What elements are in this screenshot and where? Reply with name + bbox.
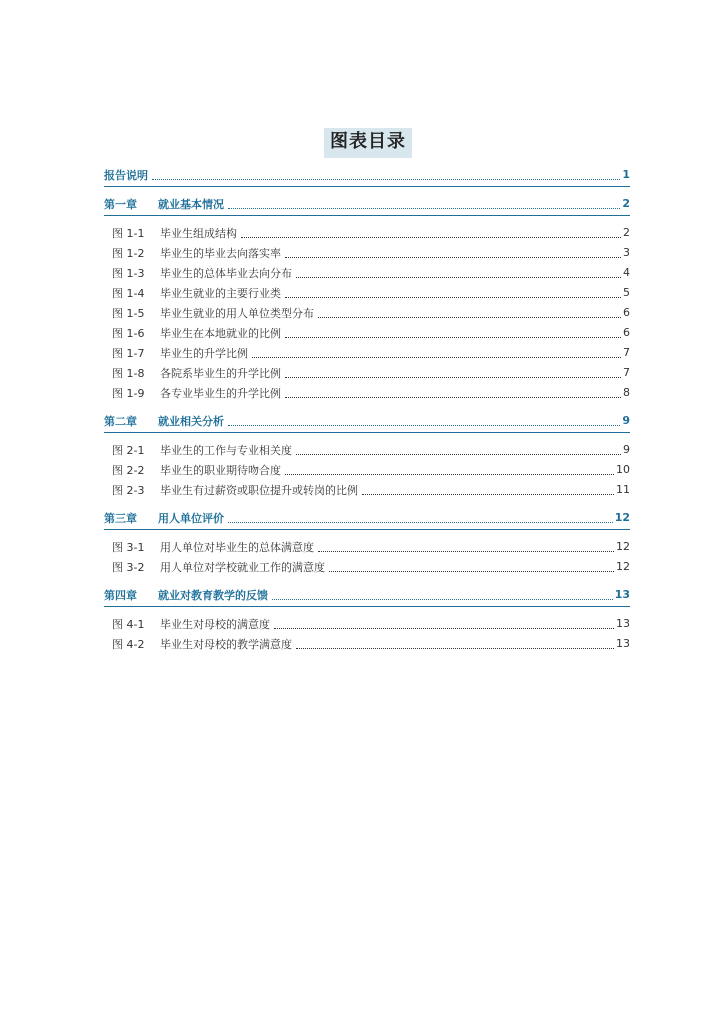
dot-leader [228, 424, 620, 426]
toc-section-row[interactable] [104, 195, 630, 216]
toc-figure-row[interactable] [104, 481, 630, 501]
section-number: 第三章 [104, 512, 137, 525]
dot-leader [318, 316, 621, 318]
figure-number: 图 1-6 [112, 327, 145, 340]
toc-section-row[interactable] [104, 509, 630, 530]
page-number: 10 [616, 463, 630, 476]
figure-title: 毕业生组成结构 [160, 227, 237, 240]
figure-title: 毕业生的工作与专业相关度 [160, 444, 292, 457]
toc-entry-left [112, 615, 270, 633]
dot-leader [285, 376, 621, 378]
toc-entry-left [112, 244, 281, 262]
dot-leader [296, 453, 621, 455]
dot-leader [228, 207, 620, 209]
figure-number: 图 1-5 [112, 307, 145, 320]
spacer [104, 530, 630, 538]
dot-leader [285, 336, 621, 338]
toc-figure-row[interactable] [104, 615, 630, 635]
spacer [104, 433, 630, 441]
page-number: 12 [616, 540, 630, 553]
figure-title: 毕业生对母校的教学满意度 [160, 638, 292, 651]
dot-leader [274, 627, 614, 629]
figure-title: 毕业生有过薪资或职位提升或转岗的比例 [160, 484, 358, 497]
figure-number: 图 1-2 [112, 247, 145, 260]
toc-section-row[interactable] [104, 412, 630, 433]
figure-number: 图 2-3 [112, 484, 145, 497]
figure-title: 用人单位对毕业生的总体满意度 [160, 541, 314, 554]
dot-leader [272, 598, 613, 600]
page-number: 9 [622, 414, 630, 427]
figure-title: 各院系毕业生的升学比例 [160, 367, 281, 380]
dot-leader [318, 550, 614, 552]
figure-number: 图 4-2 [112, 638, 145, 651]
spacer [104, 404, 630, 412]
figure-title: 毕业生对母校的满意度 [160, 618, 270, 631]
toc-figure-row[interactable] [104, 558, 630, 578]
toc-section-row[interactable] [104, 586, 630, 607]
figure-number: 图 3-2 [112, 561, 145, 574]
section-title: 用人单位评价 [158, 512, 224, 525]
dot-leader [296, 647, 614, 649]
toc-figure-row[interactable] [104, 284, 630, 304]
page-number: 12 [614, 511, 630, 524]
page-number: 13 [616, 617, 630, 630]
section-title: 就业相关分析 [158, 415, 224, 428]
toc-entry-left [112, 364, 281, 382]
figure-number: 图 2-2 [112, 464, 145, 477]
dot-leader [241, 236, 621, 238]
spacer [104, 216, 630, 224]
toc-entry-left [104, 412, 224, 430]
figure-title: 毕业生的总体毕业去向分布 [160, 267, 292, 280]
page-number: 4 [623, 266, 630, 279]
page-number: 7 [623, 346, 630, 359]
page-number: 12 [616, 560, 630, 573]
toc-figure-row[interactable] [104, 324, 630, 344]
table-of-contents [104, 166, 630, 663]
toc-entry-left [112, 384, 281, 402]
spacer [104, 655, 630, 663]
toc-entry-left [104, 166, 148, 184]
toc-figure-row[interactable] [104, 384, 630, 404]
figure-title: 毕业生就业的用人单位类型分布 [160, 307, 314, 320]
toc-entry-left [112, 635, 292, 653]
figure-title: 毕业生的毕业去向落实率 [160, 247, 281, 260]
toc-entry-left [112, 558, 325, 576]
dot-leader [228, 521, 613, 523]
section-title: 报告说明 [104, 169, 148, 182]
toc-entry-left [112, 344, 248, 362]
page-number: 7 [623, 366, 630, 379]
figure-title: 毕业生在本地就业的比例 [160, 327, 281, 340]
toc-figure-row[interactable] [104, 244, 630, 264]
toc-figure-row[interactable] [104, 538, 630, 558]
toc-entry-left [104, 509, 224, 527]
toc-section-row[interactable] [104, 166, 630, 187]
figure-title: 用人单位对学校就业工作的满意度 [160, 561, 325, 574]
toc-entry-left [104, 195, 224, 213]
toc-entry-left [112, 224, 237, 242]
toc-figure-row[interactable] [104, 304, 630, 324]
dot-leader [329, 570, 614, 572]
page-number: 8 [623, 386, 630, 399]
figure-number: 图 1-9 [112, 387, 145, 400]
spacer [104, 607, 630, 615]
section-title: 就业对教育教学的反馈 [158, 589, 268, 602]
page-number: 11 [616, 483, 630, 496]
section-title: 就业基本情况 [158, 198, 224, 211]
figure-title: 各专业毕业生的升学比例 [160, 387, 281, 400]
toc-entry-left [112, 264, 292, 282]
toc-entry-left [112, 324, 281, 342]
page-number: 2 [622, 197, 630, 210]
dot-leader [152, 178, 620, 180]
toc-entry-left [112, 461, 281, 479]
figure-number: 图 4-1 [112, 618, 145, 631]
dot-leader [285, 296, 621, 298]
page-number: 13 [616, 637, 630, 650]
figure-title: 毕业生的升学比例 [160, 347, 248, 360]
dot-leader [296, 276, 621, 278]
toc-figure-row[interactable] [104, 344, 630, 364]
figure-number: 图 1-1 [112, 227, 145, 240]
toc-entry-left [112, 304, 314, 322]
toc-entry-left [112, 481, 358, 499]
dot-leader [285, 256, 621, 258]
toc-entry-left [112, 538, 314, 556]
section-number: 第一章 [104, 198, 137, 211]
spacer [104, 501, 630, 509]
toc-figure-row[interactable] [104, 441, 630, 461]
toc-figure-row[interactable] [104, 224, 630, 244]
page-number: 3 [623, 246, 630, 259]
toc-figure-row[interactable] [104, 635, 630, 655]
figure-title: 毕业生就业的主要行业类 [160, 287, 281, 300]
figure-number: 图 1-7 [112, 347, 145, 360]
section-number: 第四章 [104, 589, 137, 602]
toc-entry-left [104, 586, 268, 604]
dot-leader [285, 473, 614, 475]
toc-figure-row[interactable] [104, 461, 630, 481]
dot-leader [285, 396, 621, 398]
toc-figure-row[interactable] [104, 264, 630, 284]
figure-number: 图 1-4 [112, 287, 145, 300]
dot-leader [362, 493, 614, 495]
figure-title: 毕业生的职业期待吻合度 [160, 464, 281, 477]
page-number: 6 [623, 306, 630, 319]
spacer [104, 187, 630, 195]
toc-figure-row[interactable] [104, 364, 630, 384]
page-number: 9 [623, 443, 630, 456]
toc-entry-left [112, 441, 292, 459]
dot-leader [252, 356, 621, 358]
figure-number: 图 3-1 [112, 541, 145, 554]
figure-number: 图 2-1 [112, 444, 145, 457]
page-number: 1 [622, 168, 630, 181]
page-title: 图表目录 [324, 128, 412, 158]
page-number: 13 [614, 588, 630, 601]
toc-entry-left [112, 284, 281, 302]
page-number: 6 [623, 326, 630, 339]
figure-number: 图 1-3 [112, 267, 145, 280]
page-number: 5 [623, 286, 630, 299]
section-number: 第二章 [104, 415, 137, 428]
figure-number: 图 1-8 [112, 367, 145, 380]
spacer [104, 578, 630, 586]
page-number: 2 [623, 226, 630, 239]
